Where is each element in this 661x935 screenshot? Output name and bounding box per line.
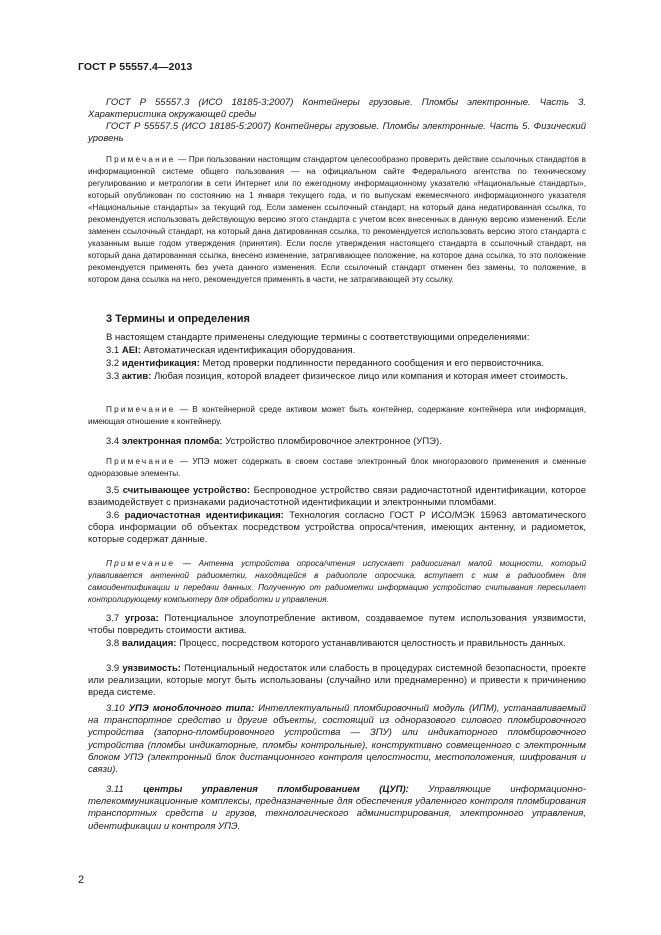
term-3-6 — [88, 510, 586, 547]
term-name: угроза: — [124, 613, 159, 624]
term-3-8 — [88, 638, 586, 650]
note-3-6 — [88, 558, 586, 606]
note-label: Примечание — [106, 155, 176, 164]
term-number: 3.1 — [106, 345, 122, 356]
term-definition: Потенциальный недостаток или слабость в процедурах системной безопасности, проекте или реализации, которые могут быть использованы (случайно или преднамеренно) и привести к причинению вреда системе. — [88, 663, 586, 699]
note-text: — При пользовании настоящим стандартом целесообразно проверить действие ссылочных стандартов в информационной системе общего пользования — на официальном сайте Федерального агентства по техническому регулированию и метрологии в сети Интернет или по ежегодному информационному указателю «Национальные стандарты», который опубликован по состоянию на 1 января текущего года, и по выпускам ежемесячного информационного указателя «Национальные стандарты» за текущий год. Если заменен ссылочный стандарт, на который дана недатированная ссылка, то рекомендуется использовать действующую версию этого стандарта с учетом всех внесенных в данную версию изменений. Если заменен ссылочный стандарт, на который дана датированная ссылка, то рекомендуется использовать версию этого стандарта с указанным выше годом утверждения (принятия). Если после утверждения настоящего стандарта в ссылочный стандарт, на который дана датированная ссылка, внесено изменение, затрагивающее положение, на которое дана ссылка, то это положение рекомендуется применять без учета данного изменения. Если ссылочный стандарт отменен без замены, то положение, в котором дана ссылка на него, рекомендуется применять в части, не затрагивающей эту ссылку. — [88, 155, 586, 284]
page-number: 2 — [78, 874, 85, 886]
note-text: — Антенна устройства опроса/чтения испускает радиосигнал малой мощности, который улавливается антенной радиометки, находящейся в радиополе опросчика, вступает с ним в радиообмен для самоидентификации и передачи данных. Полученную от радиометки информацию устройство считывания пересылает контролирующему компьютеру для обработки и управления. — [88, 559, 586, 604]
term-definition: Метод проверки подлинности переданного сообщения и его первоисточника. — [199, 358, 544, 369]
term-3-11 — [88, 784, 586, 833]
note-3-4 — [88, 456, 586, 480]
term-definition: Интеллектуальный пломбировочный модуль (ИПМ), устанавливаемый на транспортное средство и другие объекты, состоящий из одноразового силового пломбировочного устройства (запорно-пломбировочного устройства — ЗПУ) или индикаторного пломбировочного устройства (пломбы индикаторные, пломбы контрольные), конструктивно совмещенного с электронным блоком УПЭ (электронный блок дистанционного контроля целостности, местоположения, шифрования и связи). — [88, 703, 586, 776]
term-number: 3.6 — [106, 510, 125, 521]
term-name: центры управления пломбированием (ЦУП): — [143, 784, 409, 795]
term-3-2 — [88, 358, 586, 370]
term-3-9 — [88, 663, 586, 700]
term-number: 3.9 — [106, 663, 123, 674]
section-title: 3 Термины и определения — [106, 313, 250, 325]
term-definition: Потенциальное злоупотребление активом, создаваемое путем использования уязвимости, чтобы повредить стоимости актива. — [88, 613, 586, 637]
note-text: — УПЭ может содержать в своем составе электронный блок многоразового применения и сменные одноразовые элементы. — [88, 457, 586, 478]
term-definition: Процесс, посредством которого устанавливаются целостность и правильность данных. — [176, 638, 566, 649]
term-number: 3.7 — [106, 613, 125, 624]
term-name: уязвимость: — [122, 663, 181, 674]
term-name: считывающее устройство: — [122, 485, 251, 496]
term-3-7 — [88, 613, 586, 637]
term-definition: Управляющие информационно-телекоммуникационные комплексы, предназначенные для обеспечения удаленного контроля пломбирования транспортных средств и грузов, технологического администрирования, электронного управления, идентификации и контроля УПЭ. — [88, 784, 586, 832]
term-name: валидация: — [121, 638, 177, 649]
term-name: AEI: — [121, 345, 141, 356]
term-number: 3.11 — [106, 784, 144, 795]
term-number: 3.2 — [106, 358, 122, 369]
note-label: Примечание — [106, 405, 176, 414]
note-text: — В контейнерной среде активом может быть контейнер, содержание контейнера или информация, имеющая отношение к контейнеру. — [88, 405, 586, 426]
term-3-5 — [88, 485, 586, 509]
reference-gost-55557-5: ГОСТ Р 55557.5 (ИСО 18185-5:2007) Контейнеры грузовые. Пломбы электронные. Часть 5. Физический уровень — [88, 121, 586, 145]
document-header: ГОСТ Р 55557.4—2013 — [78, 61, 193, 73]
note-references — [88, 154, 586, 286]
term-definition: Беспроводное устройство связи радиочастотной идентификации, которое взаимодействует с признаками радиочастотной идентификации и электронными пломбами. — [88, 485, 586, 509]
term-3-4 — [88, 436, 586, 448]
term-number: 3.5 — [106, 485, 123, 496]
section-intro: В настоящем стандарте применены следующие термины с соответствующими определениями: — [106, 332, 530, 343]
term-3-1 — [88, 345, 586, 357]
term-definition: Любая позиция, которой владеет физическое лицо или компания и которая имеет стоимость. — [151, 371, 568, 382]
term-name: УПЭ моноблочного типа: — [128, 703, 255, 714]
term-definition: Устройство пломбировочное электронное (УПЭ). — [222, 436, 442, 447]
term-name: идентификация: — [121, 358, 200, 369]
term-name: электронная пломба: — [121, 436, 223, 447]
term-name: актив: — [121, 371, 152, 382]
term-3-3 — [88, 371, 586, 383]
note-3-3 — [88, 404, 586, 428]
term-number: 3.3 — [106, 371, 122, 382]
note-label: Примечание — [106, 559, 176, 568]
note-label: Примечание — [106, 457, 176, 466]
term-definition: Автоматическая идентификация оборудования. — [140, 345, 356, 356]
term-3-10 — [88, 703, 586, 776]
term-name: радиочастотная идентификация: — [124, 510, 284, 521]
term-number: 3.8 — [106, 638, 122, 649]
term-number: 3.4 — [106, 436, 122, 447]
reference-gost-55557-3: ГОСТ Р 55557.3 (ИСО 18185-3:2007) Контейнеры грузовые. Пломбы электронные. Часть 3. Характеристика окружающей среды — [88, 97, 586, 121]
term-number: 3.10 — [106, 703, 129, 714]
term-definition: Технология согласно ГОСТ Р ИСО/МЭК 15963 автоматического сбора информации об объектах посредством устройства опроса/чтения, имеющих антенну, и радиометок, которые содержат данные. — [88, 510, 586, 546]
